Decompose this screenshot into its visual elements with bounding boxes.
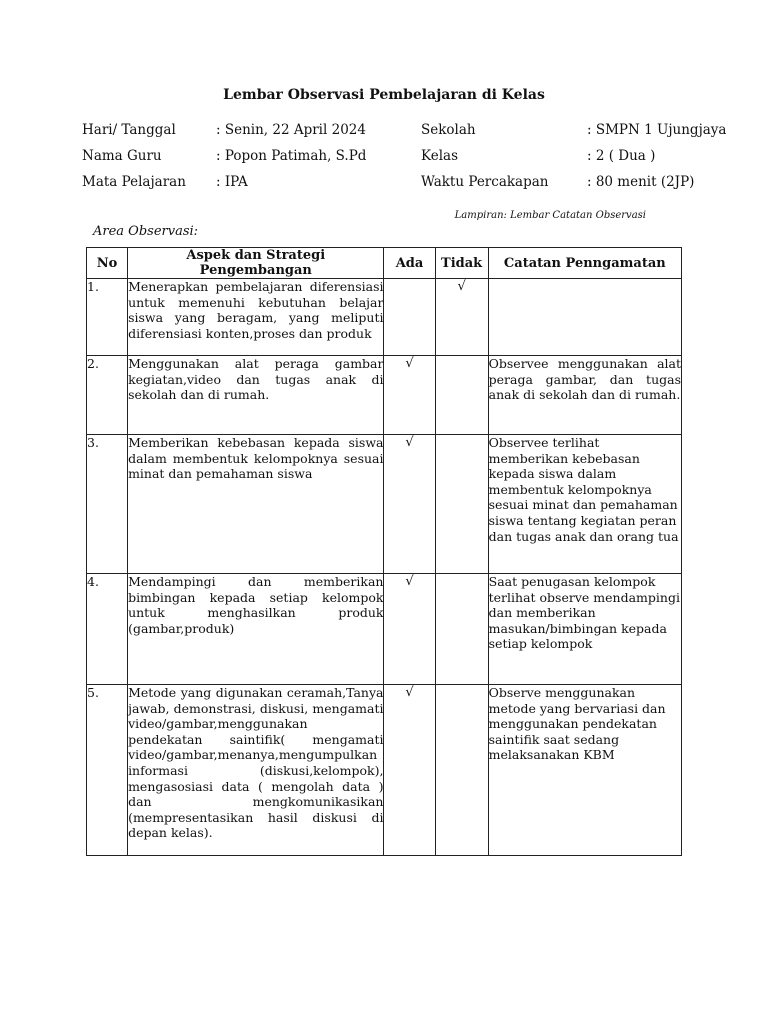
row-ada-check: √ — [384, 574, 435, 685]
observation-table — [86, 247, 682, 856]
row-catatan: Saat penugasan kelompok terlihat observe mendampingi dan memberikan masukan/bimbingan kepada setiap kelompok — [488, 574, 681, 685]
attachment-note: Lampiran: Lembar Catatan Observasi — [454, 210, 646, 221]
row-aspek: Menggunakan alat peraga gambar kegiatan,video dan tugas anak di sekolah dan di rumah. — [128, 356, 384, 435]
info-row-subject — [0, 174, 768, 194]
teacher-label: Nama Guru — [82, 148, 162, 164]
table-row — [87, 574, 682, 685]
table-header-row — [87, 248, 682, 279]
row-tidak-check — [435, 356, 488, 435]
row-tidak-check — [435, 685, 488, 856]
row-tidak-check: √ — [435, 279, 488, 356]
row-tidak-check — [435, 574, 488, 685]
row-tidak-check — [435, 435, 488, 574]
row-ada-check: √ — [384, 435, 435, 574]
row-aspek: Menerapkan pembelajaran diferensiasi untuk memenuhi kebutuhan belajar siswa yang beragam, yang meliputi diferensiasi konten,proses dan produk — [128, 279, 384, 356]
date-value: : Senin, 22 April 2024 — [216, 122, 366, 138]
row-catatan — [488, 279, 681, 356]
row-no: 3. — [87, 435, 128, 574]
row-no: 4. — [87, 574, 128, 685]
area-label: Area Observasi: — [93, 224, 199, 239]
info-block — [0, 122, 768, 202]
duration-label: Waktu Percakapan — [421, 174, 549, 190]
row-catatan: Observe menggunakan metode yang bervariasi dan menggunakan pendekatan saintifik saat sedang melaksanakan KBM — [488, 685, 681, 856]
school-label: Sekolah — [421, 122, 476, 138]
info-row-teacher — [0, 148, 768, 168]
row-no: 5. — [87, 685, 128, 856]
header-catatan: Catatan Penngamatan — [488, 248, 681, 279]
row-catatan: Observee terlihat memberikan kebebasan kepada siswa dalam membentuk kelompoknya sesuai minat dan pemahaman siswa tentang kegiatan peran dan tugas anak dan orang tua — [488, 435, 681, 574]
table-row — [87, 435, 682, 574]
info-row-date — [0, 122, 768, 142]
duration-value: : 80 menit (2JP) — [587, 174, 695, 190]
table-row — [87, 685, 682, 856]
header-ada: Ada — [384, 248, 435, 279]
header-aspek: Aspek dan Strategi Pengembangan — [128, 248, 384, 279]
row-no: 1. — [87, 279, 128, 356]
row-ada-check: √ — [384, 685, 435, 856]
row-aspek: Metode yang digunakan ceramah,Tanya jawab, demonstrasi, diskusi, mengamati video/gambar,menggunakan pendekatan saintifik( mengamati video/gambar,menanya,mengumpulkan informasi (diskusi,kelompok), mengasosiasi data ( mengolah data ) dan mengkomunikasikan (mempresentasikan hasil diskusi di depan kelas). — [128, 685, 384, 856]
row-ada-check — [384, 279, 435, 356]
subject-label: Mata Pelajaran — [82, 174, 186, 190]
row-catatan: Observee menggunakan alat peraga gambar, dan tugas anak di sekolah dan di rumah. — [488, 356, 681, 435]
row-aspek: Mendampingi dan memberikan bimbingan kepada setiap kelompok untuk menghasilkan produk (gambar,produk) — [128, 574, 384, 685]
row-ada-check: √ — [384, 356, 435, 435]
header-tidak: Tidak — [435, 248, 488, 279]
class-value: : 2 ( Dua ) — [587, 148, 656, 164]
date-label: Hari/ Tanggal — [82, 122, 176, 138]
row-no: 2. — [87, 356, 128, 435]
subject-value: : IPA — [216, 174, 248, 190]
class-label: Kelas — [421, 148, 459, 164]
school-value: : SMPN 1 Ujungjaya — [587, 122, 727, 138]
header-no: No — [87, 248, 128, 279]
teacher-value: : Popon Patimah, S.Pd — [216, 148, 367, 164]
table-row — [87, 356, 682, 435]
page-title: Lembar Observasi Pembelajaran di Kelas — [223, 87, 545, 103]
row-aspek: Memberikan kebebasan kepada siswa dalam membentuk kelompoknya sesuai minat dan pemahaman siswa — [128, 435, 384, 574]
table-row — [87, 279, 682, 356]
